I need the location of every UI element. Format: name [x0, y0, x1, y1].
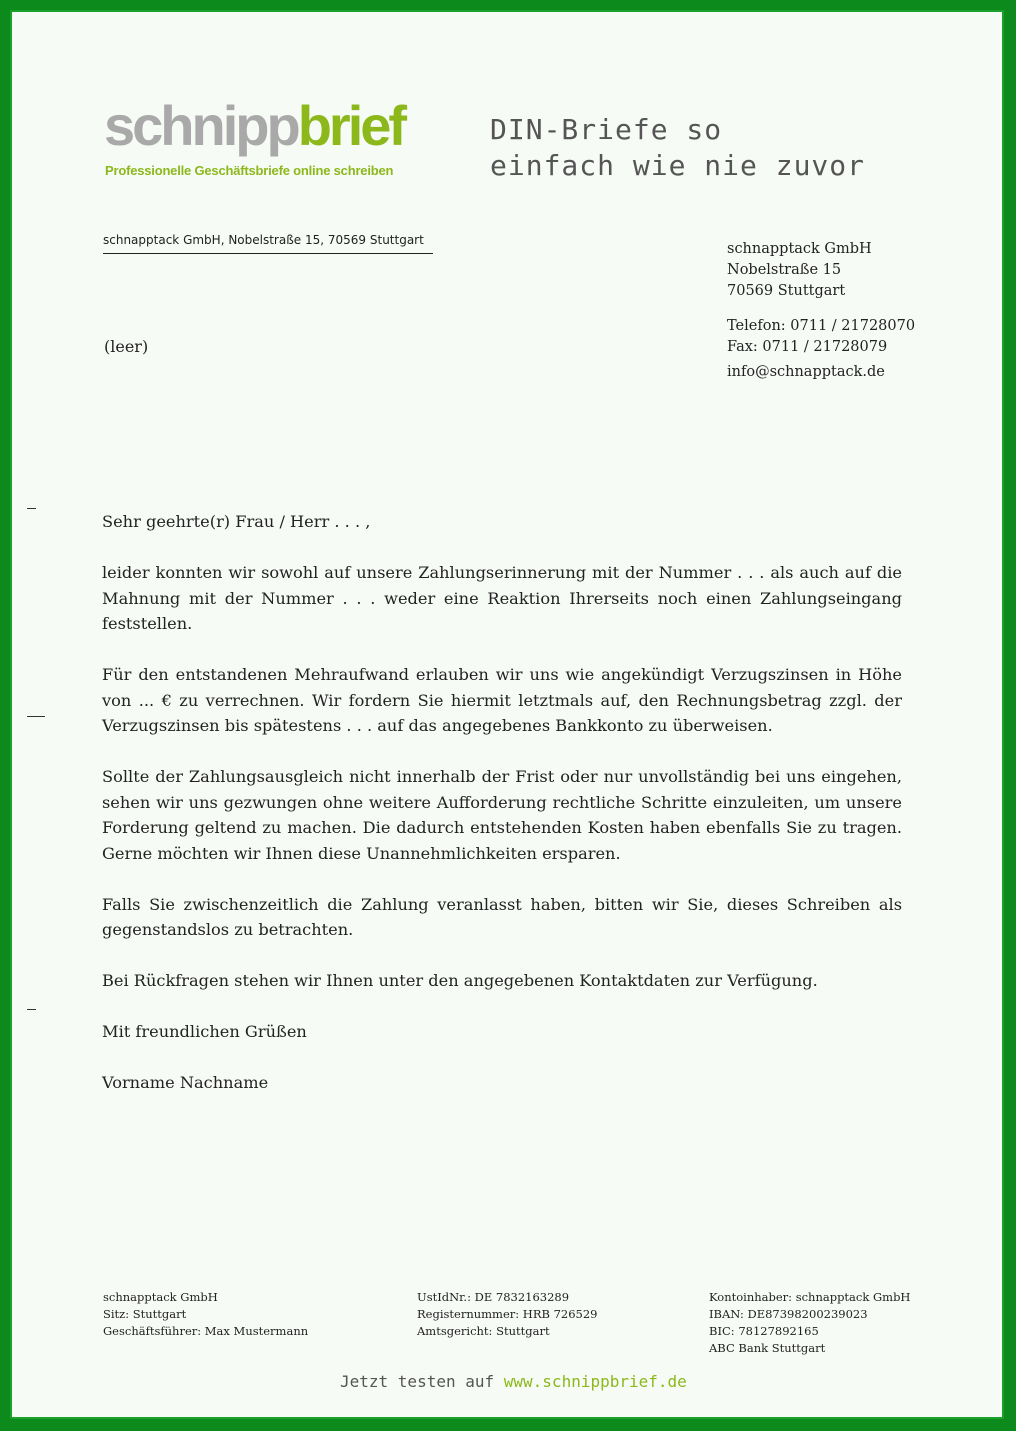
contact-company: schnapptack GmbH: [727, 241, 872, 257]
contact-street: Nobelstraße 15: [727, 262, 842, 278]
letter-body: [102, 509, 902, 1121]
paragraph: leider konnten wir sowohl auf unsere Zahlungserinnerung mit der Nummer . . . als auch auf die Mahnung mit der Nummer . . . weder eine Reaktion Ihrerseits noch einen Zahlungseingang feststellen.: [102, 563, 902, 633]
logo-tagline: Professionelle Geschäftsbriefe online schreiben: [105, 163, 394, 178]
paragraph: Bei Rückfragen stehen wir Ihnen unter den angegebenen Kontaktdaten zur Verfügung.: [102, 971, 818, 990]
contact-fax: Fax: 0711 / 21728079: [727, 339, 888, 355]
punch-mark: [27, 716, 45, 717]
footer-line: IBAN: DE87398200239023: [709, 1307, 868, 1321]
paragraph: Falls Sie zwischenzeitlich die Zahlung veranlasst haben, bitten wir Sie, dieses Schreiben als gegenstandslos zu betrachten.: [102, 894, 902, 939]
paragraph: Sollte der Zahlungsausgleich nicht innerhalb der Frist oder nur unvollständig bei uns eingehen, sehen wir uns gezwungen ohne weitere Aufforderung rechtliche Schritte einzuleiten, um unsere Forderung geltend zu machen. Die dadurch entstehenden Kosten haben ebenfalls Sie zu tragen. Gerne möchten wir Ihnen diese Unannehmlichkeiten ersparen.: [102, 767, 902, 863]
contact-city: 70569 Stuttgart: [727, 283, 846, 299]
recipient-address: (leer): [104, 337, 149, 356]
sender-contact-block: [727, 239, 915, 383]
footer-line: ABC Bank Stuttgart: [709, 1341, 826, 1355]
paragraph: Für den entstandenen Mehraufwand erlauben wir uns wie angekündigt Verzugszinsen in Höhe von ... € zu verrechnen. Wir fordern Sie hiermit letztmals auf, den Rechnungsbetrag zzgl. der Verzugszinsen bis spätestens . . . auf das angegebenes Bankkonto zu überweisen.: [102, 665, 902, 735]
cta-text: Jetzt testen auf: [340, 1372, 504, 1391]
slogan-line-1: DIN-Briefe so: [490, 113, 723, 146]
footer-line: Registernummer: HRB 726529: [417, 1307, 598, 1321]
letter-page: [10, 10, 1004, 1419]
footer-line: Sitz: Stuttgart: [103, 1307, 187, 1321]
footer-line: Geschäftsführer: Max Mustermann: [103, 1324, 309, 1338]
logo: [104, 94, 405, 157]
logo-part-2: brief: [297, 94, 405, 157]
footer-bank: [709, 1289, 910, 1357]
signature: Vorname Nachname: [102, 1073, 269, 1092]
salutation: Sehr geehrte(r) Frau / Herr . . . ,: [102, 512, 371, 531]
contact-phone: Telefon: 0711 / 21728070: [727, 318, 916, 334]
footer-line: BIC: 78127892165: [709, 1324, 819, 1338]
footer-line: schnapptack GmbH: [103, 1290, 218, 1304]
fold-mark-top: [27, 508, 36, 509]
footer-line: Amtsgericht: Stuttgart: [417, 1324, 550, 1338]
sender-return-address: schnapptack GmbH, Nobelstraße 15, 70569 Stuttgart: [103, 233, 433, 254]
logo-part-1: schnipp: [104, 94, 298, 157]
slogan-line-2: einfach wie nie zuvor: [490, 149, 866, 182]
cta-banner: [340, 1372, 687, 1391]
footer-line: Kontoinhaber: schnapptack GmbH: [709, 1290, 911, 1304]
contact-email: info@schnapptack.de: [727, 364, 885, 380]
closing: Mit freundlichen Grüßen: [102, 1022, 307, 1041]
footer-company: [103, 1289, 308, 1340]
slogan: [490, 112, 865, 184]
footer-registration: [417, 1289, 597, 1340]
footer-line: UstIdNr.: DE 7832163289: [417, 1290, 570, 1304]
fold-mark-bottom: [27, 1009, 36, 1010]
cta-link[interactable]: www.schnippbrief.de: [503, 1372, 687, 1391]
